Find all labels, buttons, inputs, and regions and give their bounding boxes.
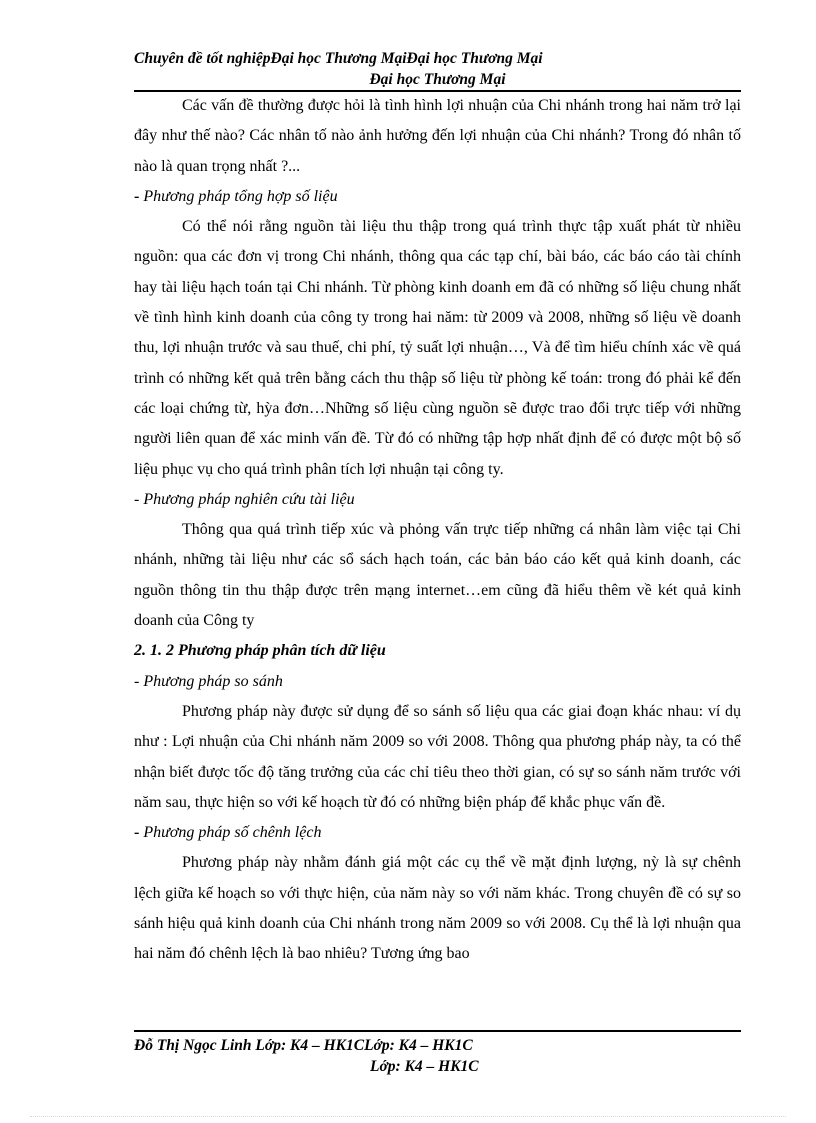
page-edge-divider	[30, 1116, 786, 1117]
subheading-synthesis: - Phương pháp tổng hợp số liệu	[134, 187, 338, 205]
subheading-comparison: - Phương pháp so sánh	[134, 672, 283, 690]
page-header	[134, 48, 741, 90]
footer-divider	[134, 1030, 741, 1032]
footer-author: Đỗ Thị Ngọc Linh Lớp: K4 – HK1CLớp: K4 – HK1C	[134, 1037, 473, 1054]
paragraph-comparison: Phương pháp này được sử dụng để so sánh số liệu qua các giai đoạn khác nhau: ví dụ như : Lợi nhuận của Chi nhánh năm 2009 so với 2008. Thông qua phương pháp này, ta có thể nhận biết được tốc độ tăng trưởng của các chỉ tiêu theo thời gian, có sự so sánh năm trước với năm sau, thực hiện so với kế hoạch từ đó có những biện pháp để khắc phục vấn đề.	[134, 702, 741, 811]
header-title: Chuyên đề tốt nghiệpĐại học Thương MạiĐại học Thương Mại	[134, 50, 543, 67]
paragraph-difference: Phương pháp này nhằm đánh giá một các cụ thể về mặt định lượng, nỳ là sự chênh lệch giữa kế hoạch so với thực hiện, của năm này so với năm khác. Trong chuyên đề có sự so sánh hiệu quả kinh doanh của Chi nhánh trong năm 2009 so với 2008. Cụ thể là lợi nhuận qua hai năm đó chênh lệch là bao nhiêu? Tương ứng bao	[134, 854, 741, 963]
paragraph-literature: Thông qua quá trình tiếp xúc và phỏng vấn trực tiếp những cá nhân làm việc tại Chi nhánh, những tài liệu như các sổ sách hạch toán, các bản báo cáo kết quả kinh doanh, các nguồn thông tin thu thập được trên mạng internet…em cũng đã hiểu thêm về két quả kinh doanh của Công ty	[134, 521, 741, 630]
header-subtitle: Đại học Thương Mại	[369, 71, 506, 88]
footer-class: Lớp: K4 – HK1C	[370, 1058, 479, 1075]
subheading-difference: - Phương pháp số chênh lệch	[134, 824, 322, 842]
paragraph-questions: Các vấn đề thường được hỏi là tình hình lợi nhuận của Chi nhánh trong hai năm trở lại đây như thế nào? Các nhân tố nào ảnh hưởng đến lợi nhuận của Chi nhánh? Trong đó nhân tố nào là quan trọng nhất ?...	[134, 97, 741, 175]
document-body	[134, 91, 741, 970]
section-heading: 2. 1. 2 Phương pháp phân tích dữ liệu	[134, 642, 386, 660]
page-footer	[134, 1035, 741, 1077]
subheading-literature: - Phương pháp nghiên cứu tài liệu	[134, 490, 355, 508]
paragraph-synthesis: Có thể nói rằng nguồn tài liệu thu thập trong quá trình thực tập xuất phát từ nhiều nguồn: qua các đơn vị trong Chi nhánh, thông qua các tạp chí, bài báo, các báo cáo tài chính hay tài liệu hạch toán tại Chi nhánh. Từ phòng kinh doanh em đã có những số liệu chung nhất về tình hình kinh doanh của công ty trong hai năm: từ 2009 và 2008, những số liệu về doanh thu, lợi nhuận trước và sau thuế, chi phí, tỷ suất lợi nhuận…, Và để tìm hiểu chính xác về quá trình có những kết quả trên bằng cách thu thập số liệu từ phòng kế toán: trong đó phải kể đến các loại chứng từ, hỳa đơn…Những số liệu cùng nguồn sẽ được trao đổi trực tiếp với những người liên quan để xác minh vấn đề. Từ đó có những tập hợp nhất định để có được một bộ số liệu phục vụ cho quá trình phân tích lợi nhuận tại công ty.	[134, 218, 741, 478]
